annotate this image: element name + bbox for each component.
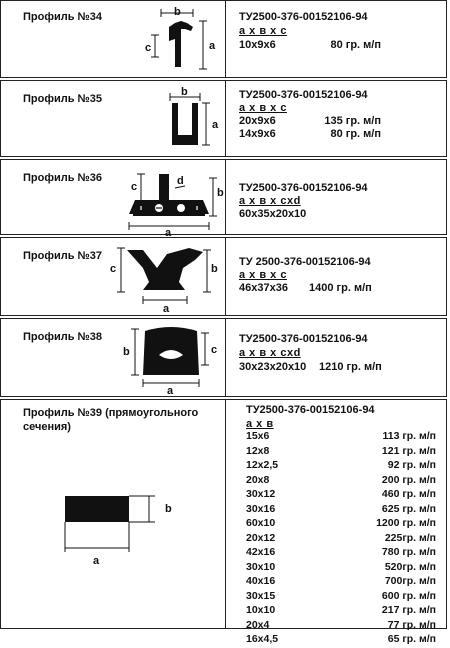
dim-label-b: b (123, 346, 130, 358)
dim-label-b: b (174, 6, 181, 18)
size-value: 60x10 (246, 517, 276, 529)
weight-value: 520гр. м/п (384, 560, 436, 573)
table-row (246, 604, 436, 619)
dimensions-header: a x в x c (239, 269, 287, 281)
table-row (246, 546, 436, 561)
size-value: 30x12 (246, 488, 276, 500)
profile-38-drawing (113, 321, 225, 397)
weight-value: 460 гр. м/п (381, 488, 436, 500)
profile-row-34 (0, 0, 447, 78)
table-row (246, 517, 436, 532)
weight-value: 77 гр. м/п (387, 618, 436, 631)
size-weight-table (246, 430, 436, 648)
dim-label-a: a (212, 119, 219, 131)
weight-value: 1400 гр. м/п (309, 282, 372, 294)
table-row (246, 619, 436, 634)
profile-row-39 (0, 399, 447, 645)
dim-label-b: b (211, 263, 218, 275)
profile-row-35 (0, 80, 447, 157)
table-row (246, 474, 436, 489)
standard-code: ТУ2500-376-00152106-94 (239, 89, 368, 101)
column-divider (225, 81, 226, 156)
weight-value: 625 гр. м/п (381, 502, 436, 515)
weight-value: 217 гр. м/п (381, 604, 436, 616)
weight-value: 780 гр. м/п (381, 546, 436, 558)
size-value: 46x37x36 (239, 282, 288, 294)
dim-label-a: a (163, 303, 170, 315)
profile-37-drawing (109, 240, 224, 316)
table-row (246, 488, 436, 503)
weight-value: 1200 гр. м/п (376, 517, 436, 529)
dim-label-c: c (110, 263, 117, 275)
dim-label-a: a (165, 227, 172, 239)
size-value: 12x8 (246, 444, 270, 457)
weight-value: 1210 гр. м/п (319, 361, 382, 373)
table-row (246, 430, 436, 445)
dim-label-b: b (165, 503, 172, 515)
dimensions-header: a x в x c (239, 102, 287, 114)
standard-code: ТУ2500-376-00152106-94 (239, 333, 368, 345)
standard-code: ТУ2500-376-00152106-94 (239, 11, 368, 23)
weight-value: 65 гр. м/п (387, 633, 436, 645)
column-divider (225, 319, 226, 396)
dim-label-a: a (93, 555, 100, 567)
standard-code: ТУ 2500-376-00152106-94 (239, 256, 371, 268)
weight-value: 92 гр. м/п (387, 459, 436, 471)
size-value: 30x10 (246, 560, 276, 573)
dim-label-a: a (209, 40, 216, 52)
table-row (246, 561, 436, 576)
size-value: 30x23x20x10 (239, 361, 307, 373)
profile-34-drawing (141, 5, 221, 77)
dimensions-header: a x в (246, 418, 274, 430)
profile-name: Профиль №38 (23, 331, 103, 343)
table-row (246, 503, 436, 518)
dim-label-c: c (181, 122, 188, 134)
dimensions-header: a x в x cxd (239, 195, 301, 207)
dim-label-c: c (211, 344, 218, 356)
profile-row-36 (0, 159, 447, 239)
size-value: 20x4 (246, 618, 270, 631)
weight-value: 600 гр. м/п (381, 589, 436, 602)
size-value: 10x9x6 (239, 39, 276, 51)
profile-39-drawing (59, 490, 189, 570)
weight-value: 121 гр. м/п (381, 444, 436, 457)
table-row (246, 459, 436, 474)
profile-35-drawing (156, 85, 226, 155)
weight-value: 200 гр. м/п (381, 473, 436, 486)
table-row (246, 575, 436, 590)
size-value: 10x10 (246, 604, 276, 616)
profile-name: Профиль №39 (прямоугольного сечения) (23, 407, 199, 433)
dim-label-b: b (217, 187, 224, 199)
size-value: 20x9x6 (239, 115, 276, 127)
table-row (246, 532, 436, 547)
size-value: 15x6 (246, 430, 270, 442)
size-value: 30x15 (246, 589, 276, 602)
size-value: 60x35x20x10 (239, 208, 307, 220)
weight-value: 80 гр. м/п (330, 39, 381, 51)
dim-label-c: c (131, 181, 138, 193)
standard-code: ТУ2500-376-00152106-94 (239, 182, 368, 194)
weight-value: 225гр. м/п (384, 531, 436, 544)
profile-36-drawing (119, 164, 224, 239)
size-value: 42x16 (246, 546, 276, 558)
weight-value: 135 гр. м/п (324, 115, 381, 127)
profile-row-38 (0, 318, 447, 397)
dim-label-d: d (177, 175, 184, 187)
dim-label-b: b (181, 86, 188, 98)
size-value: 16x4,5 (246, 633, 279, 645)
size-value: 12x2,5 (246, 459, 279, 471)
column-divider (225, 400, 226, 628)
table-row (246, 445, 436, 460)
profile-name: Профиль №36 (23, 172, 103, 184)
profile-name: Профиль №37 (23, 250, 103, 262)
dimensions-header: a x в x cxd (239, 347, 301, 359)
dim-label-a: a (167, 385, 174, 397)
table-row (246, 590, 436, 605)
dimensions-header: a x в x c (239, 25, 287, 37)
table-row (246, 633, 436, 648)
size-value: 20x12 (246, 531, 276, 544)
profile-row-37 (0, 237, 447, 316)
profile-name: Профиль №34 (23, 11, 103, 23)
weight-value: 80 гр. м/п (330, 128, 381, 140)
weight-value: 113 гр. м/п (382, 430, 436, 442)
dim-label-c: c (145, 42, 152, 54)
weight-value: 700гр. м/п (384, 575, 436, 587)
size-value: 40x16 (246, 575, 276, 587)
column-divider (225, 238, 226, 315)
size-value: 14x9x6 (239, 128, 276, 140)
column-divider (225, 160, 226, 234)
size-value: 20x8 (246, 473, 270, 486)
size-value: 30x16 (246, 502, 276, 515)
column-divider (225, 1, 226, 77)
standard-code: ТУ2500-376-00152106-94 (246, 404, 375, 416)
profile-name: Профиль №35 (23, 93, 103, 105)
